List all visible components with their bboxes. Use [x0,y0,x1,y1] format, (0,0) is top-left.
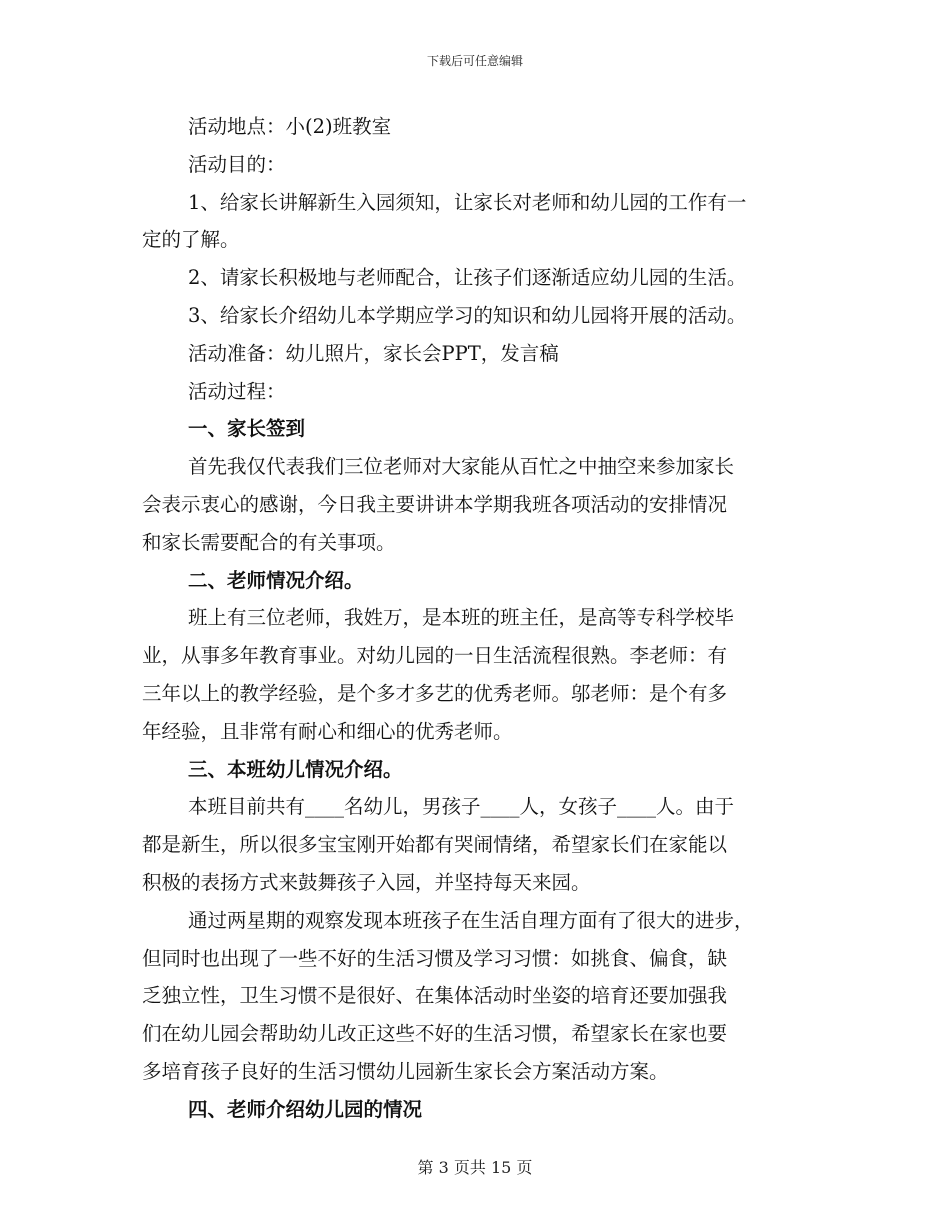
text-line: 首先我仅代表我们三位老师对大家能从百忙之中抽空来参加家长 [188,455,735,479]
text-line: 定的了解。 [142,228,240,252]
text-line: 1、给家长讲解新生入园须知，让家长对老师和幼儿园的工作有一 [188,190,747,214]
text-line: 多培育孩子良好的生活习惯幼儿园新生家长会方案活动方案。 [142,1059,669,1083]
text-line: 业，从事多年教育事业。对幼儿园的一日生活流程很熟。李老师：有 [142,644,728,668]
text-line: 三年以上的教学经验，是个多才多艺的优秀老师。邬老师：是个有多 [142,681,728,705]
text-line: 积极的表扬方式来鼓舞孩子入园，并坚持每天来园。 [142,870,591,894]
page-header: 下载后可任意编辑 [426,54,523,68]
section-heading: 一、家长签到 [188,417,306,441]
text-line: 通过两星期的观察发现本班孩子在生活自理方面有了很大的进步， [188,908,754,932]
text-line: 活动过程： [188,379,286,403]
section-heading: 二、老师情况介绍。 [188,568,364,592]
text-line: 活动目的： [188,152,286,176]
text-line: 们在幼儿园会帮助幼儿改正这些不好的生活习惯，希望家长在家也要 [142,1022,728,1046]
text-line: 但同时也出现了一些不好的生活习惯及学习习惯：如挑食、偏食，缺 [142,946,728,970]
text-line: 本班目前共有____名幼儿，男孩子____人，女孩子____人。由于 [188,795,735,819]
text-line: 3、给家长介绍幼儿本学期应学习的知识和幼儿园将开展的活动。 [188,303,747,327]
text-line: 和家长需要配合的有关事项。 [142,530,396,554]
section-heading: 四、老师介绍幼儿园的情况 [188,1097,423,1121]
text-line: 乏独立性，卫生习惯不是很好、在集体活动时坐姿的培育还要加强我 [142,984,728,1008]
text-line: 2、请家长积极地与老师配合，让孩子们逐渐适应幼儿园的生活。 [188,266,747,290]
document-body [142,108,810,1129]
text-line: 活动准备：幼儿照片，家长会PPT，发言稿 [188,341,559,365]
text-line: 年经验，且非常有耐心和细心的优秀老师。 [142,719,513,743]
text-line: 活动地点：小(2)班教室 [188,115,392,138]
page-footer: 第 3 页共 15 页 [417,1158,533,1177]
text-line: 班上有三位老师，我姓万，是本班的班主任，是高等专科学校毕 [188,606,735,630]
text-line: 会表示衷心的感谢，今日我主要讲讲本学期我班各项活动的安排情况 [142,492,728,516]
text-line: 都是新生，所以很多宝宝刚开始都有哭闹情绪，希望家长们在家能以 [142,833,728,857]
section-heading: 三、本班幼儿情况介绍。 [188,757,403,781]
